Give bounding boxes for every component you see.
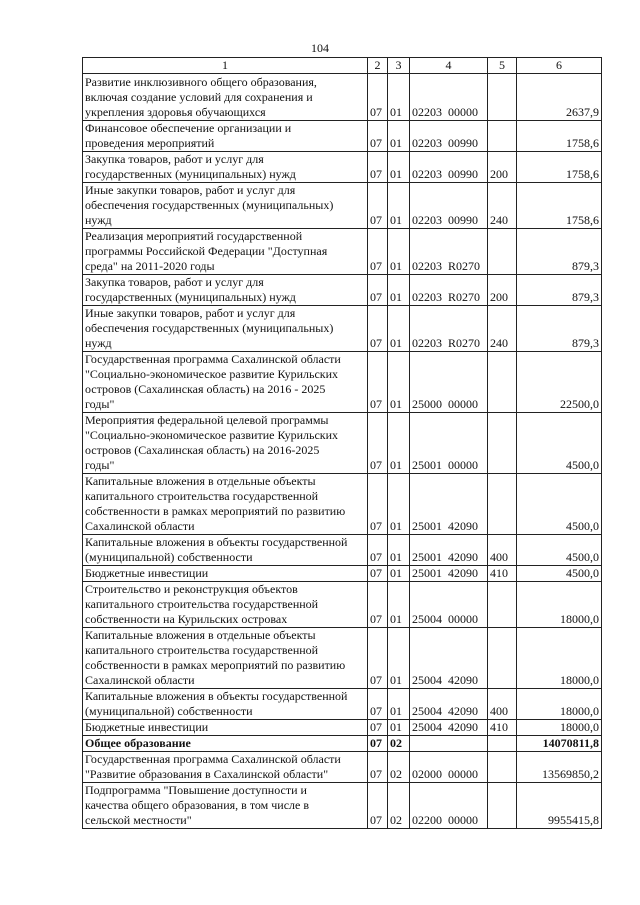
row-expense-type: 200 [488, 275, 517, 306]
table-row [83, 352, 602, 413]
row-expense-type [488, 628, 517, 689]
row-expense-type [488, 474, 517, 535]
row-subsection: 01 [388, 74, 410, 121]
column-header: 1 [83, 58, 368, 74]
row-section: 07 [368, 183, 388, 229]
row-target-code: 02200 00000 [410, 783, 488, 829]
row-amount: 4500,0 [517, 474, 602, 535]
row-amount: 14070811,8 [517, 736, 602, 752]
table-row [83, 74, 602, 121]
row-section: 07 [368, 752, 388, 783]
row-target-code: 02203 00990 [410, 121, 488, 152]
row-target-code: 25004 42090 [410, 720, 488, 736]
row-description: Иные закупки товаров, работ и услуг для обеспечения государственных (муниципальных) нужд [83, 306, 368, 352]
row-expense-type: 410 [488, 566, 517, 582]
row-subsection: 02 [388, 736, 410, 752]
row-subsection: 01 [388, 183, 410, 229]
row-subsection: 01 [388, 229, 410, 275]
row-amount: 4500,0 [517, 566, 602, 582]
row-section: 07 [368, 74, 388, 121]
row-target-code: 25004 00000 [410, 582, 488, 628]
row-amount: 879,3 [517, 275, 602, 306]
table-row [83, 720, 602, 736]
table-row [83, 566, 602, 582]
row-amount: 879,3 [517, 306, 602, 352]
row-description: Капитальные вложения в отдельные объекты капитального строительства государственной собственности в рамках мероприятий по развитию Сахалинской области [83, 474, 368, 535]
row-subsection: 01 [388, 720, 410, 736]
row-section: 07 [368, 689, 388, 720]
row-target-code: 25004 42090 [410, 628, 488, 689]
row-subsection: 01 [388, 535, 410, 566]
row-section: 07 [368, 121, 388, 152]
row-subsection: 01 [388, 474, 410, 535]
row-description: Строительство и реконструкция объектов капитального строительства государственной собственности на Курильских островах [83, 582, 368, 628]
table-row [83, 474, 602, 535]
row-target-code: 02203 00990 [410, 152, 488, 183]
row-subsection: 01 [388, 275, 410, 306]
row-expense-type: 200 [488, 152, 517, 183]
row-target-code: 02203 00000 [410, 74, 488, 121]
row-subsection: 01 [388, 582, 410, 628]
row-section: 07 [368, 306, 388, 352]
row-amount: 13569850,2 [517, 752, 602, 783]
table-row [83, 689, 602, 720]
row-section: 07 [368, 628, 388, 689]
row-target-code: 25004 42090 [410, 689, 488, 720]
table-row [83, 152, 602, 183]
row-description: Реализация мероприятий государственной программы Российской Федерации "Доступная среда" на 2011-2020 годы [83, 229, 368, 275]
row-section: 07 [368, 275, 388, 306]
row-subsection: 01 [388, 121, 410, 152]
row-amount: 18000,0 [517, 689, 602, 720]
row-amount: 18000,0 [517, 582, 602, 628]
row-description: Развитие инклюзивного общего образования, включая создание условий для сохранения и укрепления здоровья обучающихся [83, 74, 368, 121]
row-section: 07 [368, 152, 388, 183]
row-amount: 4500,0 [517, 535, 602, 566]
table-row [83, 121, 602, 152]
row-description: Финансовое обеспечение организации и проведения мероприятий [83, 121, 368, 152]
table-row [83, 413, 602, 474]
column-header: 5 [488, 58, 517, 74]
row-target-code: 02203 R0270 [410, 229, 488, 275]
page-number: 104 [311, 41, 329, 55]
row-section: 07 [368, 736, 388, 752]
row-expense-type [488, 736, 517, 752]
row-description: Капитальные вложения в объекты государственной (муниципальной) собственности [83, 689, 368, 720]
row-description: Капитальные вложения в объекты государственной (муниципальной) собственности [83, 535, 368, 566]
column-header: 6 [517, 58, 602, 74]
row-expense-type [488, 752, 517, 783]
table-row [83, 752, 602, 783]
row-target-code [410, 736, 488, 752]
row-subsection: 02 [388, 783, 410, 829]
table-row [83, 736, 602, 752]
row-description: Государственная программа Сахалинской области "Развитие образования в Сахалинской области" [83, 752, 368, 783]
row-expense-type: 240 [488, 306, 517, 352]
row-expense-type [488, 582, 517, 628]
row-expense-type [488, 121, 517, 152]
row-section: 07 [368, 582, 388, 628]
row-expense-type [488, 352, 517, 413]
table-row [83, 628, 602, 689]
row-amount: 18000,0 [517, 628, 602, 689]
row-description: Общее образование [83, 736, 368, 752]
row-section: 07 [368, 474, 388, 535]
row-subsection: 01 [388, 413, 410, 474]
row-description: Иные закупки товаров, работ и услуг для обеспечения государственных (муниципальных) нужд [83, 183, 368, 229]
table-row [83, 275, 602, 306]
row-amount: 9955415,8 [517, 783, 602, 829]
row-subsection: 01 [388, 566, 410, 582]
row-section: 07 [368, 720, 388, 736]
row-subsection: 01 [388, 352, 410, 413]
row-expense-type: 410 [488, 720, 517, 736]
row-subsection: 01 [388, 152, 410, 183]
row-expense-type [488, 413, 517, 474]
row-expense-type: 400 [488, 535, 517, 566]
row-amount: 4500,0 [517, 413, 602, 474]
row-expense-type: 240 [488, 183, 517, 229]
table-row [83, 783, 602, 829]
row-section: 07 [368, 783, 388, 829]
row-section: 07 [368, 352, 388, 413]
row-target-code: 25000 00000 [410, 352, 488, 413]
row-amount: 1758,6 [517, 121, 602, 152]
row-target-code: 25001 00000 [410, 413, 488, 474]
row-amount: 879,3 [517, 229, 602, 275]
table-row [83, 582, 602, 628]
row-target-code: 25001 42090 [410, 474, 488, 535]
row-amount: 1758,6 [517, 183, 602, 229]
table-row [83, 183, 602, 229]
row-description: Капитальные вложения в отдельные объекты капитального строительства государственной собственности в рамках мероприятий по развитию Сахалинской области [83, 628, 368, 689]
table-row [83, 306, 602, 352]
row-target-code: 25001 42090 [410, 535, 488, 566]
row-expense-type [488, 74, 517, 121]
column-header: 4 [410, 58, 488, 74]
row-description: Бюджетные инвестиции [83, 720, 368, 736]
row-amount: 2637,9 [517, 74, 602, 121]
row-section: 07 [368, 566, 388, 582]
row-description: Закупка товаров, работ и услуг для государственных (муниципальных) нужд [83, 275, 368, 306]
row-amount: 22500,0 [517, 352, 602, 413]
row-subsection: 01 [388, 628, 410, 689]
row-subsection: 01 [388, 689, 410, 720]
row-description: Бюджетные инвестиции [83, 566, 368, 582]
row-description: Закупка товаров, работ и услуг для государственных (муниципальных) нужд [83, 152, 368, 183]
table-header-row [83, 58, 602, 74]
row-subsection: 01 [388, 306, 410, 352]
row-section: 07 [368, 535, 388, 566]
row-description: Подпрограмма "Повышение доступности и качества общего образования, в том числе в сельской местности" [83, 783, 368, 829]
row-expense-type [488, 229, 517, 275]
row-amount: 1758,6 [517, 152, 602, 183]
row-description: Государственная программа Сахалинской области "Социально-экономическое развитие Курильских островов (Сахалинская область) на 2016 - 2025 годы" [83, 352, 368, 413]
row-expense-type [488, 783, 517, 829]
row-expense-type: 400 [488, 689, 517, 720]
row-target-code: 02000 00000 [410, 752, 488, 783]
column-header: 3 [388, 58, 410, 74]
row-target-code: 02203 00990 [410, 183, 488, 229]
column-header: 2 [368, 58, 388, 74]
row-section: 07 [368, 229, 388, 275]
row-subsection: 02 [388, 752, 410, 783]
row-target-code: 02203 R0270 [410, 306, 488, 352]
row-amount: 18000,0 [517, 720, 602, 736]
row-description: Мероприятия федеральной целевой программы "Социально-экономическое развитие Курильских островов (Сахалинская область) на 2016-2025 годы" [83, 413, 368, 474]
row-target-code: 02203 R0270 [410, 275, 488, 306]
budget-table [82, 57, 602, 829]
row-target-code: 25001 42090 [410, 566, 488, 582]
table-row [83, 535, 602, 566]
row-section: 07 [368, 413, 388, 474]
table-row [83, 229, 602, 275]
